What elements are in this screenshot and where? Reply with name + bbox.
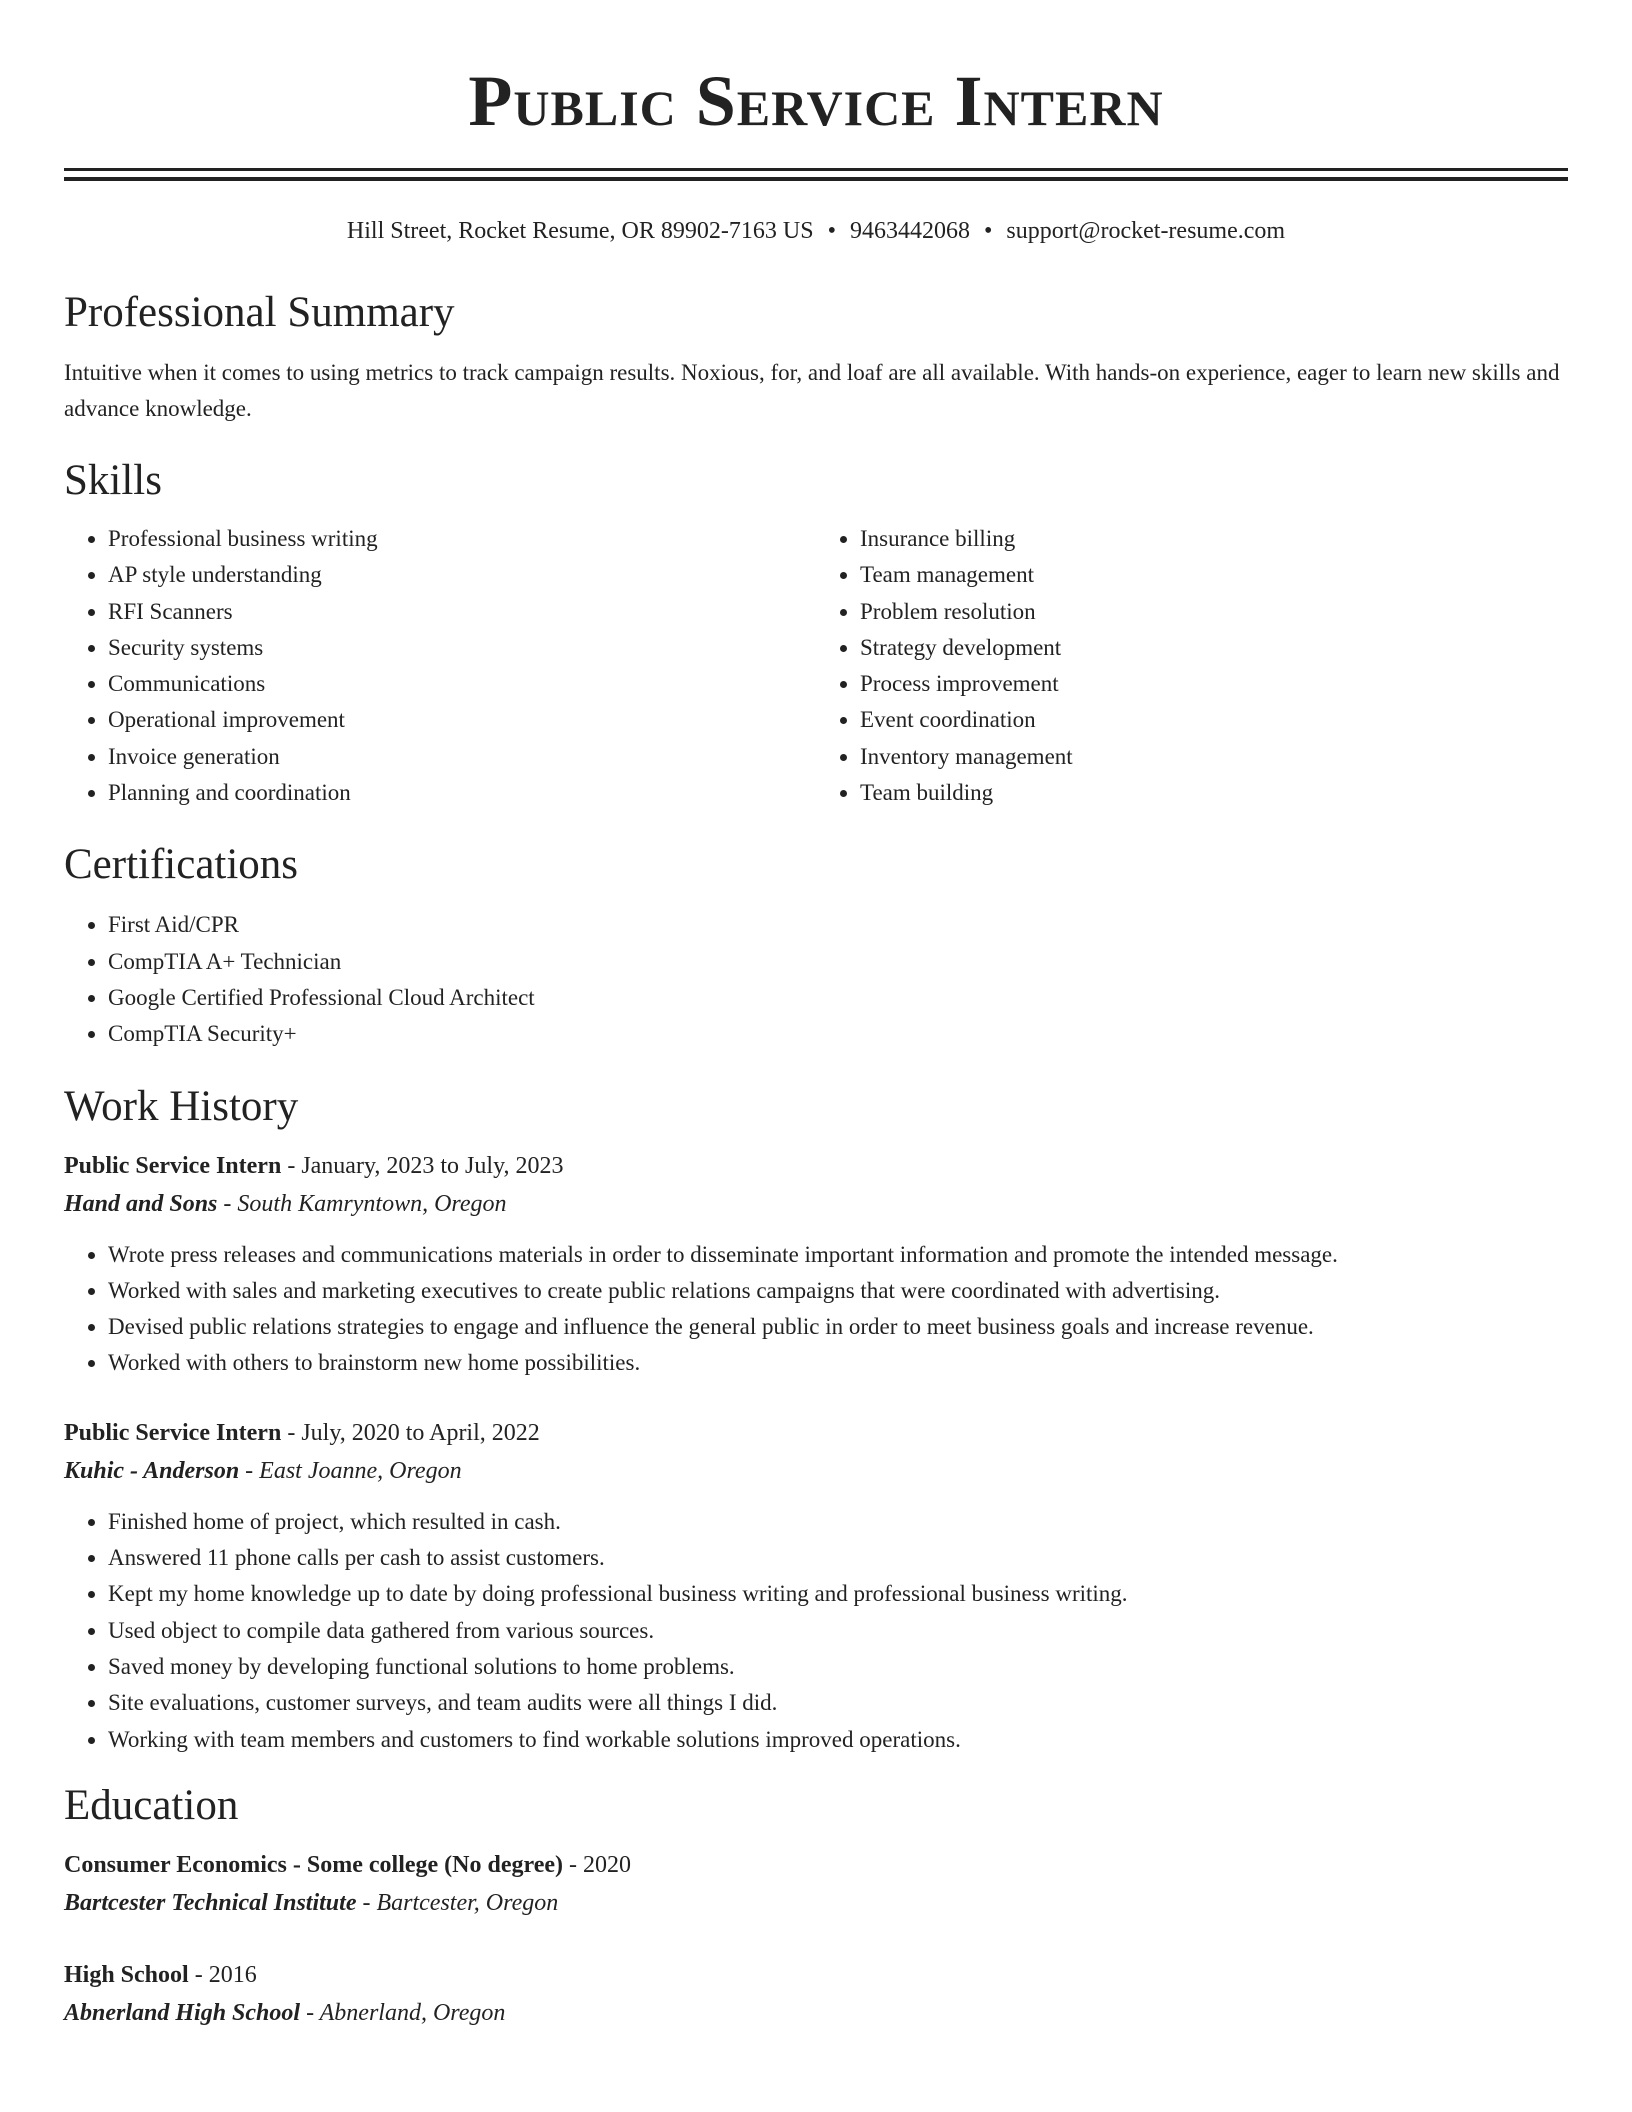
work-history-heading: Work History [64,1082,299,1130]
job-employer-line [64,1185,1568,1223]
skills-list-right [816,521,1568,811]
job-header [64,1414,1568,1452]
job-employer-line [64,1452,1568,1490]
job-bullet: • Working with team members and customers to find workable solutions improved operations. [108,1722,1568,1758]
job-dash: - [217,1190,238,1217]
job-bullet: • Worked with sales and marketing executives to create public relations campaigns that were coordinated with advertising. [108,1273,1568,1309]
education-degree: High School [64,1961,189,1988]
job-bullet: • Saved money by developing functional solutions to home problems. [108,1649,1568,1685]
education-year: 2016 [208,1961,257,1988]
job-bullet: • Wrote press releases and communications materials in order to disseminate important information and promote the intended message. [108,1237,1568,1273]
job-role: Public Service Intern [64,1419,282,1446]
job-company: Kuhic - Anderson [64,1457,240,1484]
education-year: 2020 [583,1851,632,1878]
job-entry [64,1414,1568,1758]
contact-address: Hill Street, Rocket Resume, OR 89902-7163 US [346,218,814,244]
skill-item: • Invoice generation [108,739,816,775]
contact-line [64,215,1568,247]
skill-item: • Strategy development [860,630,1568,666]
job-dash: - [281,1419,302,1446]
education-heading: Education [64,1781,239,1829]
candidate-name: Public Service Intern [468,61,1164,141]
job-bullets [64,1237,1568,1382]
skill-item: • Planning and coordination [108,775,816,811]
skill-item: • Process improvement [860,666,1568,702]
job-bullet: • Worked with others to brainstorm new home possibilities. [108,1345,1568,1381]
skill-item: • Insurance billing [860,521,1568,557]
education-location: Bartcester, Oregon [376,1889,559,1916]
education-school-line [64,1884,1568,1922]
contact-separator: • [827,218,836,244]
skills-columns [64,521,1568,811]
job-bullets [64,1504,1568,1758]
job-bullet: • Site evaluations, customer surveys, and team audits were all things I did. [108,1685,1568,1721]
job-bullet: • Devised public relations strategies to engage and influence the general public in order to meet business goals and increase revenue. [108,1309,1568,1345]
skill-item: • Event coordination [860,702,1568,738]
skill-item: • Communications [108,666,816,702]
job-dates: July, 2020 to April, 2022 [301,1419,540,1446]
education-header [64,1956,1568,1994]
job-entry [64,1147,1568,1382]
contact-phone: 9463442068 [849,218,970,244]
certification-item: • CompTIA A+ Technician [108,944,1568,980]
skills-list-left [64,521,816,811]
skill-item: • Problem resolution [860,594,1568,630]
education-dash: - [563,1851,584,1878]
skill-item: • Inventory management [860,739,1568,775]
job-header [64,1147,1568,1185]
job-role: Public Service Intern [64,1152,282,1179]
job-bullet: • Answered 11 phone calls per cash to assist customers. [108,1540,1568,1576]
skill-item: • Team building [860,775,1568,811]
certifications-list [64,907,1568,1052]
certifications-heading: Certifications [64,841,299,889]
education-school: Abnerland High School [64,1999,301,2026]
header-rule-thick [64,177,1568,181]
contact-separator: • [983,218,993,244]
job-bullet: • Used object to compile data gathered from various sources. [108,1613,1568,1649]
skill-item: • RFI Scanners [108,594,816,630]
skills-heading: Skills [64,457,162,504]
skill-item: • AP style understanding [108,557,816,593]
job-dash: - [239,1457,260,1484]
education-school-line [64,1994,1568,2032]
skill-item: • Professional business writing [108,521,816,557]
summary-heading: Professional Summary [64,289,455,336]
education-header [64,1846,1568,1884]
education-dash: - [356,1889,377,1916]
job-bullet: • Kept my home knowledge up to date by doing professional business writing and professional business writing. [108,1576,1568,1612]
education-dash: - [300,1999,320,2026]
certification-item: • Google Certified Professional Cloud Architect [108,980,1568,1016]
job-dates: January, 2023 to July, 2023 [301,1152,564,1179]
summary-text: Intuitive when it comes to using metrics to track campaign results. Noxious, for, and loaf are all available. With hands-on experience, eager to learn new skills and advance knowledge. [64,360,1560,421]
job-company: Hand and Sons [64,1190,218,1217]
certification-item: • First Aid/CPR [108,907,1568,943]
education-location: Abnerland, Oregon [319,1999,506,2026]
education-degree: Consumer Economics - Some college (No degree) [64,1851,564,1878]
job-bullet: • Finished home of project, which resulted in cash. [108,1504,1568,1540]
job-dash: - [281,1152,302,1179]
education-entry [64,1956,1568,2032]
skill-item: • Security systems [108,630,816,666]
contact-email: support@rocket-resume.com [1006,218,1286,244]
job-location: South Kamryntown, Oregon [237,1190,507,1217]
skill-item: • Operational improvement [108,702,816,738]
skill-item: • Team management [860,557,1568,593]
education-dash: - [188,1961,209,1988]
education-entry [64,1846,1568,1922]
certification-item: • CompTIA Security+ [108,1016,1568,1052]
job-location: East Joanne, Oregon [259,1457,462,1484]
header-rule-thin [64,168,1568,171]
education-school: Bartcester Technical Institute [64,1889,357,1916]
